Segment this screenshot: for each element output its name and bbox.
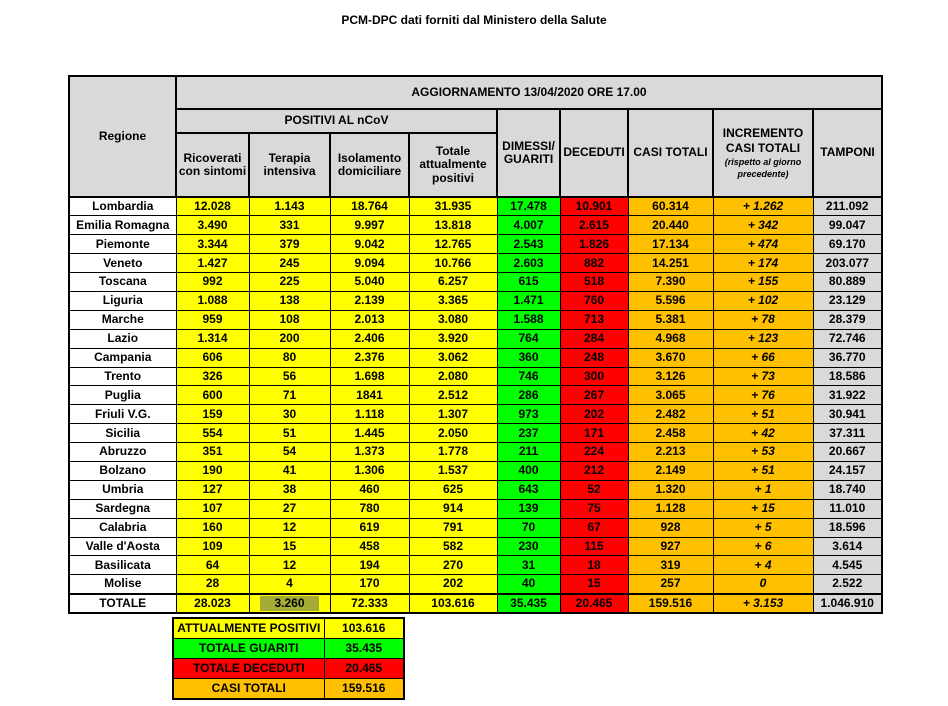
- value-cell: 351: [176, 443, 249, 462]
- value-cell: 2.543: [497, 235, 560, 254]
- value-cell: 170: [330, 575, 409, 594]
- value-cell: 51: [249, 424, 330, 443]
- value-cell: 286: [497, 386, 560, 405]
- value-cell: 1.118: [330, 405, 409, 424]
- value-cell: 31.935: [409, 197, 497, 216]
- value-cell: 2.139: [330, 291, 409, 310]
- region-row: [69, 291, 882, 310]
- header-incremento-main: INCREMENTO CASI TOTALI: [722, 126, 804, 156]
- value-cell: 115: [560, 537, 628, 556]
- value-cell: 582: [409, 537, 497, 556]
- value-cell: 230: [497, 537, 560, 556]
- value-cell: 643: [497, 480, 560, 499]
- value-cell: 9.997: [330, 216, 409, 235]
- value-cell: 12: [249, 518, 330, 537]
- region-row: [69, 386, 882, 405]
- value-cell: 38: [249, 480, 330, 499]
- table-header: [69, 76, 882, 197]
- value-cell: 1.307: [409, 405, 497, 424]
- summary-label: TOTALE GUARITI: [173, 638, 324, 658]
- value-cell: 18.764: [330, 197, 409, 216]
- value-cell: 103.616: [409, 594, 497, 613]
- value-cell: 212: [560, 461, 628, 480]
- value-cell: 1.445: [330, 424, 409, 443]
- value-cell: 248: [560, 348, 628, 367]
- value-cell: 5.381: [628, 310, 713, 329]
- value-cell: 1.427: [176, 254, 249, 273]
- value-cell: 72.333: [330, 594, 409, 613]
- value-cell: 2.615: [560, 216, 628, 235]
- value-cell: 3.614: [813, 537, 882, 556]
- region-row: [69, 348, 882, 367]
- value-cell: 13.818: [409, 216, 497, 235]
- region-row: [69, 216, 882, 235]
- value-cell: 127: [176, 480, 249, 499]
- value-cell: 760: [560, 291, 628, 310]
- value-cell: 200: [249, 329, 330, 348]
- value-cell: + 1.262: [713, 197, 813, 216]
- value-cell: + 78: [713, 310, 813, 329]
- header-incremento: [713, 109, 813, 197]
- value-cell: 3.490: [176, 216, 249, 235]
- header-dimessi-guariti: DIMESSI/ GUARITI: [497, 109, 560, 197]
- value-cell: 80.889: [813, 273, 882, 292]
- value-cell: 7.390: [628, 273, 713, 292]
- value-cell: 10.766: [409, 254, 497, 273]
- summary-label: CASI TOTALI: [173, 678, 324, 698]
- header-isolamento: Isolamento domiciliare: [330, 133, 409, 197]
- header-totale-positivi: Totale attualmente positivi: [409, 133, 497, 197]
- value-cell: 791: [409, 518, 497, 537]
- summary-row: [173, 678, 404, 698]
- value-cell: 606: [176, 348, 249, 367]
- value-cell: 4: [249, 575, 330, 594]
- value-cell: 300: [560, 367, 628, 386]
- value-cell: 41: [249, 461, 330, 480]
- summary-tbody: [173, 618, 404, 699]
- region-name: Bolzano: [69, 461, 176, 480]
- value-cell: 3.344: [176, 235, 249, 254]
- value-cell: 40: [497, 575, 560, 594]
- value-cell: 460: [330, 480, 409, 499]
- value-cell: 20.440: [628, 216, 713, 235]
- value-cell: 159: [176, 405, 249, 424]
- region-name: Basilicata: [69, 556, 176, 575]
- header-deceduti: DECEDUTI: [560, 109, 628, 197]
- value-cell: 319: [628, 556, 713, 575]
- value-cell: 18.596: [813, 518, 882, 537]
- value-cell: 2.149: [628, 461, 713, 480]
- value-cell: 2.376: [330, 348, 409, 367]
- value-cell: 56: [249, 367, 330, 386]
- value-cell: 36.770: [813, 348, 882, 367]
- value-cell: 17.478: [497, 197, 560, 216]
- value-cell: 2.050: [409, 424, 497, 443]
- region-row: [69, 575, 882, 594]
- value-cell: 554: [176, 424, 249, 443]
- value-cell: 713: [560, 310, 628, 329]
- value-cell: + 102: [713, 291, 813, 310]
- value-cell: 619: [330, 518, 409, 537]
- value-cell: 12.765: [409, 235, 497, 254]
- value-cell: 914: [409, 499, 497, 518]
- value-cell: + 5: [713, 518, 813, 537]
- region-name: Marche: [69, 310, 176, 329]
- header-positivi-group: POSITIVI AL nCoV: [176, 109, 497, 133]
- value-cell: 211.092: [813, 197, 882, 216]
- value-cell: + 15: [713, 499, 813, 518]
- value-cell: 973: [497, 405, 560, 424]
- value-cell: 5.040: [330, 273, 409, 292]
- value-cell: 30: [249, 405, 330, 424]
- summary-table: [172, 617, 405, 700]
- value-cell: 379: [249, 235, 330, 254]
- value-cell: 18.586: [813, 367, 882, 386]
- value-cell: 1.698: [330, 367, 409, 386]
- value-cell: 267: [560, 386, 628, 405]
- region-row: [69, 329, 882, 348]
- value-cell: 202: [409, 575, 497, 594]
- value-cell: + 6: [713, 537, 813, 556]
- value-cell: 615: [497, 273, 560, 292]
- value-cell: 6.257: [409, 273, 497, 292]
- value-cell: 1.306: [330, 461, 409, 480]
- value-cell: + 42: [713, 424, 813, 443]
- value-cell: 109: [176, 537, 249, 556]
- region-name: Umbria: [69, 480, 176, 499]
- region-name: Toscana: [69, 273, 176, 292]
- value-cell: 3.080: [409, 310, 497, 329]
- value-cell: 71: [249, 386, 330, 405]
- value-cell: 959: [176, 310, 249, 329]
- header-incremento-sub: (rispetto al giorno precedente): [724, 157, 802, 179]
- value-cell: 67: [560, 518, 628, 537]
- region-row: [69, 518, 882, 537]
- value-cell: 1841: [330, 386, 409, 405]
- value-cell: + 73: [713, 367, 813, 386]
- value-cell: 882: [560, 254, 628, 273]
- header-terapia-intensiva: Terapia intensiva: [249, 133, 330, 197]
- value-cell: 12: [249, 556, 330, 575]
- value-cell: 202: [560, 405, 628, 424]
- value-cell: 80: [249, 348, 330, 367]
- value-cell: 237: [497, 424, 560, 443]
- value-cell: 20.667: [813, 443, 882, 462]
- value-cell: 30.941: [813, 405, 882, 424]
- value-cell: 28.023: [176, 594, 249, 613]
- value-cell: 780: [330, 499, 409, 518]
- value-cell: + 1: [713, 480, 813, 499]
- value-cell: 23.129: [813, 291, 882, 310]
- value-cell: 3.920: [409, 329, 497, 348]
- value-cell: 28: [176, 575, 249, 594]
- summary-row: [173, 658, 404, 678]
- value-cell: 1.826: [560, 235, 628, 254]
- region-row: [69, 197, 882, 216]
- value-cell: 3.670: [628, 348, 713, 367]
- value-cell: 2.522: [813, 575, 882, 594]
- value-cell: 2.406: [330, 329, 409, 348]
- value-cell: 52: [560, 480, 628, 499]
- region-row: [69, 367, 882, 386]
- value-cell: + 123: [713, 329, 813, 348]
- value-cell: 31.922: [813, 386, 882, 405]
- value-cell: 99.047: [813, 216, 882, 235]
- value-cell: 9.042: [330, 235, 409, 254]
- region-name: Valle d'Aosta: [69, 537, 176, 556]
- value-cell: 1.471: [497, 291, 560, 310]
- value-cell: 2.512: [409, 386, 497, 405]
- value-cell: 746: [497, 367, 560, 386]
- value-cell: 1.778: [409, 443, 497, 462]
- region-name: Lazio: [69, 329, 176, 348]
- region-name: Sicilia: [69, 424, 176, 443]
- value-cell: 331: [249, 216, 330, 235]
- summary-label: ATTUALMENTE POSITIVI: [173, 618, 324, 638]
- value-cell: + 53: [713, 443, 813, 462]
- value-cell: 625: [409, 480, 497, 499]
- region-name: Lombardia: [69, 197, 176, 216]
- value-cell: 12.028: [176, 197, 249, 216]
- value-cell: 1.143: [249, 197, 330, 216]
- value-cell: 2.603: [497, 254, 560, 273]
- value-cell: 3.365: [409, 291, 497, 310]
- summary-row: [173, 638, 404, 658]
- highlighted-value: 3.260: [260, 596, 318, 611]
- value-cell: 3.062: [409, 348, 497, 367]
- value-cell: 764: [497, 329, 560, 348]
- region-row: [69, 443, 882, 462]
- value-cell: 1.588: [497, 310, 560, 329]
- value-cell: 15: [249, 537, 330, 556]
- region-name: Campania: [69, 348, 176, 367]
- value-cell: 28.379: [813, 310, 882, 329]
- value-cell: 4.007: [497, 216, 560, 235]
- summary-value: 35.435: [324, 638, 404, 658]
- value-cell: 10.901: [560, 197, 628, 216]
- value-cell: + 155: [713, 273, 813, 292]
- value-cell: 1.046.910: [813, 594, 882, 613]
- value-cell: 1.537: [409, 461, 497, 480]
- value-cell: 64: [176, 556, 249, 575]
- value-cell: 20.465: [560, 594, 628, 613]
- region-row: [69, 424, 882, 443]
- value-cell: 72.746: [813, 329, 882, 348]
- value-cell: + 3.153: [713, 594, 813, 613]
- value-cell: 171: [560, 424, 628, 443]
- region-row: [69, 499, 882, 518]
- value-cell: 518: [560, 273, 628, 292]
- value-cell: 69.170: [813, 235, 882, 254]
- value-cell: 60.314: [628, 197, 713, 216]
- region-row: [69, 235, 882, 254]
- region-row: [69, 254, 882, 273]
- value-cell: 458: [330, 537, 409, 556]
- value-cell: 1.314: [176, 329, 249, 348]
- region-row: [69, 273, 882, 292]
- value-cell: 138: [249, 291, 330, 310]
- value-cell: 928: [628, 518, 713, 537]
- region-name: Sardegna: [69, 499, 176, 518]
- value-cell: 284: [560, 329, 628, 348]
- value-cell: 3.126: [628, 367, 713, 386]
- value-cell: + 174: [713, 254, 813, 273]
- region-row: [69, 461, 882, 480]
- region-name: Liguria: [69, 291, 176, 310]
- value-cell: + 474: [713, 235, 813, 254]
- value-cell: 224: [560, 443, 628, 462]
- value-cell: 14.251: [628, 254, 713, 273]
- value-cell: 108: [249, 310, 330, 329]
- value-cell: 17.134: [628, 235, 713, 254]
- value-cell: 203.077: [813, 254, 882, 273]
- value-cell: 3.065: [628, 386, 713, 405]
- value-cell: 2.458: [628, 424, 713, 443]
- value-cell: 4.968: [628, 329, 713, 348]
- value-cell: 360: [497, 348, 560, 367]
- region-row: [69, 480, 882, 499]
- value-cell: 1.373: [330, 443, 409, 462]
- value-cell: 4.545: [813, 556, 882, 575]
- region-row: [69, 556, 882, 575]
- value-cell: + 342: [713, 216, 813, 235]
- value-cell: 31: [497, 556, 560, 575]
- value-cell: 159.516: [628, 594, 713, 613]
- region-name: Abruzzo: [69, 443, 176, 462]
- region-name: Calabria: [69, 518, 176, 537]
- value-cell: 2.213: [628, 443, 713, 462]
- region-name: Piemonte: [69, 235, 176, 254]
- value-cell: + 51: [713, 461, 813, 480]
- value-cell: + 66: [713, 348, 813, 367]
- value-cell: 257: [628, 575, 713, 594]
- total-label: TOTALE: [69, 594, 176, 613]
- header-casi-totali: CASI TOTALI: [628, 109, 713, 197]
- total-row: [69, 594, 882, 613]
- value-cell: 927: [628, 537, 713, 556]
- value-cell: 35.435: [497, 594, 560, 613]
- region-name: Trento: [69, 367, 176, 386]
- value-cell: 270: [409, 556, 497, 575]
- region-name: Friuli V.G.: [69, 405, 176, 424]
- region-name: Molise: [69, 575, 176, 594]
- value-cell: 70: [497, 518, 560, 537]
- value-cell: + 4: [713, 556, 813, 575]
- header-ricoverati: Ricoverati con sintomi: [176, 133, 249, 197]
- value-cell: [249, 594, 330, 613]
- region-row: [69, 405, 882, 424]
- value-cell: 2.080: [409, 367, 497, 386]
- value-cell: 1.128: [628, 499, 713, 518]
- region-name: Emilia Romagna: [69, 216, 176, 235]
- value-cell: + 76: [713, 386, 813, 405]
- summary-value: 103.616: [324, 618, 404, 638]
- region-name: Puglia: [69, 386, 176, 405]
- value-cell: 37.311: [813, 424, 882, 443]
- value-cell: 24.157: [813, 461, 882, 480]
- value-cell: 245: [249, 254, 330, 273]
- summary-value: 159.516: [324, 678, 404, 698]
- summary-label: TOTALE DECEDUTI: [173, 658, 324, 678]
- summary-row: [173, 618, 404, 638]
- value-cell: 107: [176, 499, 249, 518]
- value-cell: 0: [713, 575, 813, 594]
- value-cell: 18.740: [813, 480, 882, 499]
- value-cell: 194: [330, 556, 409, 575]
- page-title: PCM-DPC dati forniti dal Ministero della Salute: [341, 13, 607, 27]
- value-cell: 15: [560, 575, 628, 594]
- header-update-title: AGGIORNAMENTO 13/04/2020 ORE 17.00: [176, 76, 882, 109]
- value-cell: 2.482: [628, 405, 713, 424]
- value-cell: 27: [249, 499, 330, 518]
- value-cell: 5.596: [628, 291, 713, 310]
- value-cell: 190: [176, 461, 249, 480]
- value-cell: 11.010: [813, 499, 882, 518]
- header-regione: Regione: [69, 76, 176, 197]
- value-cell: 139: [497, 499, 560, 518]
- value-cell: 1.320: [628, 480, 713, 499]
- summary-value: 20.465: [324, 658, 404, 678]
- value-cell: 400: [497, 461, 560, 480]
- value-cell: 9.094: [330, 254, 409, 273]
- value-cell: 54: [249, 443, 330, 462]
- region-row: [69, 310, 882, 329]
- header-tamponi: TAMPONI: [813, 109, 882, 197]
- value-cell: + 51: [713, 405, 813, 424]
- region-row: [69, 537, 882, 556]
- value-cell: 2.013: [330, 310, 409, 329]
- value-cell: 326: [176, 367, 249, 386]
- region-name: Veneto: [69, 254, 176, 273]
- value-cell: 211: [497, 443, 560, 462]
- value-cell: 160: [176, 518, 249, 537]
- value-cell: 992: [176, 273, 249, 292]
- value-cell: 225: [249, 273, 330, 292]
- value-cell: 1.088: [176, 291, 249, 310]
- covid-data-table: [68, 75, 883, 614]
- regions-tbody: [69, 197, 882, 613]
- value-cell: 75: [560, 499, 628, 518]
- value-cell: 600: [176, 386, 249, 405]
- value-cell: 18: [560, 556, 628, 575]
